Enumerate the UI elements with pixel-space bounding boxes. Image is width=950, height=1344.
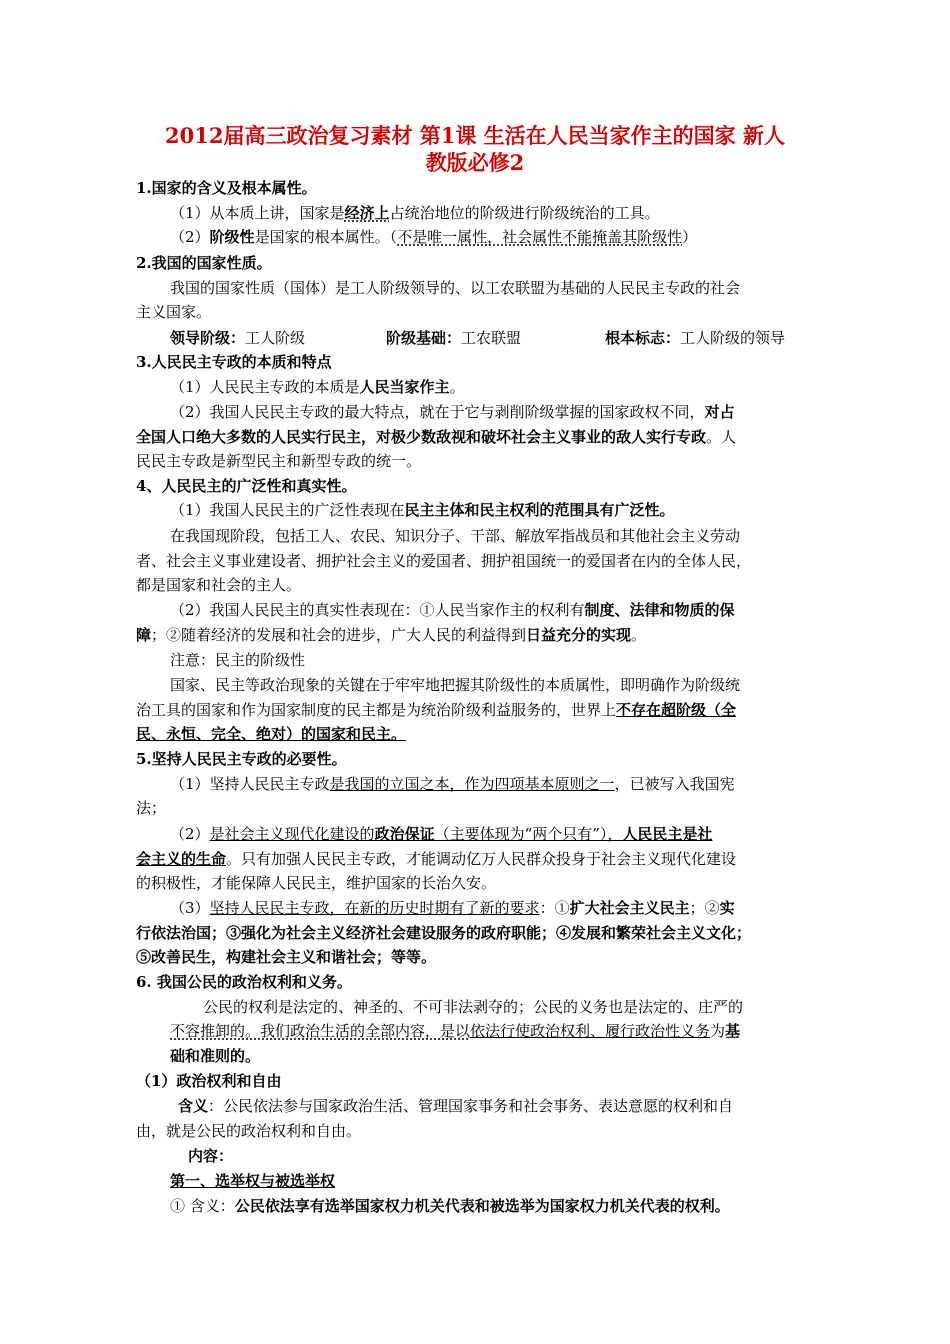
section-1-para-1: （1）从本质上讲，国家是经济上占统治地位的阶级进行阶级统治的工具。	[170, 204, 660, 222]
section-2-para-line2: 主义国家。	[136, 303, 212, 321]
section-5-heading: 5.坚持人民民主专政的必要性。	[136, 750, 347, 768]
section-2-heading: 2.我国的国家性质。	[136, 254, 272, 272]
section-4-heading: 4、人民民主的广泛性和真实性。	[136, 477, 357, 495]
fundamental-sign-item: 根本标志：工人阶级的领导	[605, 329, 786, 347]
section-4-para-2-line1: 在我国现阶段，包括工人、农民、知识分子、干部、解放军指战员和其他社会主义劳动	[170, 527, 741, 545]
section-4-para-4-line3: 民、永恒、完全、绝对）的国家和民主。	[136, 725, 407, 743]
section-3-para-2-line1: （2）我国人民民主专政的最大特点，就在于它与剥削阶级掌握的国家政权不同，对占	[170, 403, 735, 421]
section-4-para-2-line3: 都是国家和社会的主人。	[136, 576, 302, 594]
section-6-definition-line2: 由，就是公民的政治权利和自由。	[136, 1122, 362, 1140]
section-4-para-2-line2: 者、社会主义事业建设者、拥护社会主义的爱国者、拥护祖国统一的爱国者在内的全体人民，	[136, 552, 752, 570]
section-1-para-2: （2）阶级性是国家的根本属性。（不是唯一属性，社会属性不能掩盖其阶级性）	[170, 228, 698, 246]
section-6-para-1-line3: 础和准则的。	[170, 1047, 261, 1065]
section-1-heading: 1.国家的含义及根本属性。	[136, 179, 317, 197]
section-6-definition-line1: 含义：公民依法参与国家政治生活、管理国家事务和社会事务、表达意愿的权利和自	[178, 1097, 734, 1115]
section-4-para-3-line1: （2）我国人民民主的真实性表现在：①人民当家作主的权利有制度、法律和物质的保	[170, 601, 735, 619]
class-basis-item: 阶级基础：工农联盟	[386, 329, 522, 347]
section-5-para-1-line2: 法；	[136, 799, 167, 817]
section-5-para-1-line1: （1）坚持人民民主专政是我国的立国之本，作为四项基本原则之一，已被写入我国宪	[170, 775, 735, 793]
section-4-note: 注意：民主的阶级性	[170, 651, 306, 669]
section-4-para-1: （1）我国人民民主的广泛性表现在民主主体和民主权利的范围具有广泛性。	[170, 501, 675, 519]
section-5-para-3-line1: （3）坚持人民民主专政，在新的历史时期有了新的要求：①扩大社会主义民主；②实	[170, 899, 735, 917]
section-6-subheading-political-rights: （1）政治权利和自由	[136, 1072, 282, 1090]
section-6-para-1-line1: 公民的权利是法定的、神圣的、不可非法剥夺的；公民的义务也是法定的、庄严的	[203, 998, 744, 1016]
section-6-item-1: ① 含义：公民依法享有选举国家权力机关代表和被选举为国家权力机关代表的权利。	[170, 1197, 730, 1215]
section-6-first-item-heading: 第一、选举权与被选举权	[170, 1172, 336, 1190]
section-5-para-2-line2: 会主义的生命。只有加强人民民主专政，才能调动亿万人民群众投身于社会主义现代化建设	[136, 850, 737, 868]
document-title-line1: 2012届高三政治复习素材 第1课 生活在人民当家作主的国家 新人	[165, 123, 785, 148]
section-5-para-2-line1: （2）是社会主义现代化建设的政治保证（主要体现为“两个只有”），人民民主是社	[170, 825, 713, 843]
section-6-heading: 6. 我国公民的政治权利和义务。	[136, 973, 352, 991]
leading-class-item: 领导阶级：工人阶级	[170, 329, 306, 347]
section-6-content-label: 内容：	[188, 1147, 234, 1165]
section-4-para-3-line2: 障；②随着经济的发展和社会的进步，广大人民的利益得到日益充分的实现。	[136, 626, 647, 644]
section-3-para-1: （1）人民民主专政的本质是人民当家作主。	[170, 378, 465, 396]
section-3-para-2-line2: 全国人口绝大多数的人民实行民主，对极少数敌视和破坏社会主义事业的敌人实行专政。人	[136, 428, 737, 446]
section-4-para-4-line2: 治工具的国家和作为国家制度的民主都是为统治阶级利益服务的，世界上不存在超阶级（全	[136, 701, 737, 719]
section-2-para-line1: 我国的国家性质（国体）是工人阶级领导的、以工农联盟为基础的人民民主专政的社会	[170, 279, 741, 297]
section-4-para-4-line1: 国家、民主等政治现象的关键在于牢牢地把握其阶级性的本质属性，即明确作为阶级统	[170, 676, 741, 694]
section-5-para-3-line3: ⑤改善民生，构建社会主义和谐社会；等等。	[136, 948, 437, 966]
document-title-line2: 教版必修2	[425, 150, 525, 175]
section-3-heading: 3.人民民主专政的本质和特点	[136, 353, 332, 371]
section-5-para-3-line2: 行依法治国；③强化为社会主义经济社会建设服务的政府职能；④发展和繁荣社会主义文化；	[136, 924, 752, 942]
section-6-para-1-line2: 不容推卸的。我们政治生活的全部内容，是以依法行使政治权利、履行政治性义务为基	[170, 1022, 741, 1040]
section-5-para-2-line3: 的积极性，才能保障人民民主，维护国家的长治久安。	[136, 874, 497, 892]
section-3-para-2-line3: 民民主专政是新型民主和新型专政的统一。	[136, 452, 422, 470]
